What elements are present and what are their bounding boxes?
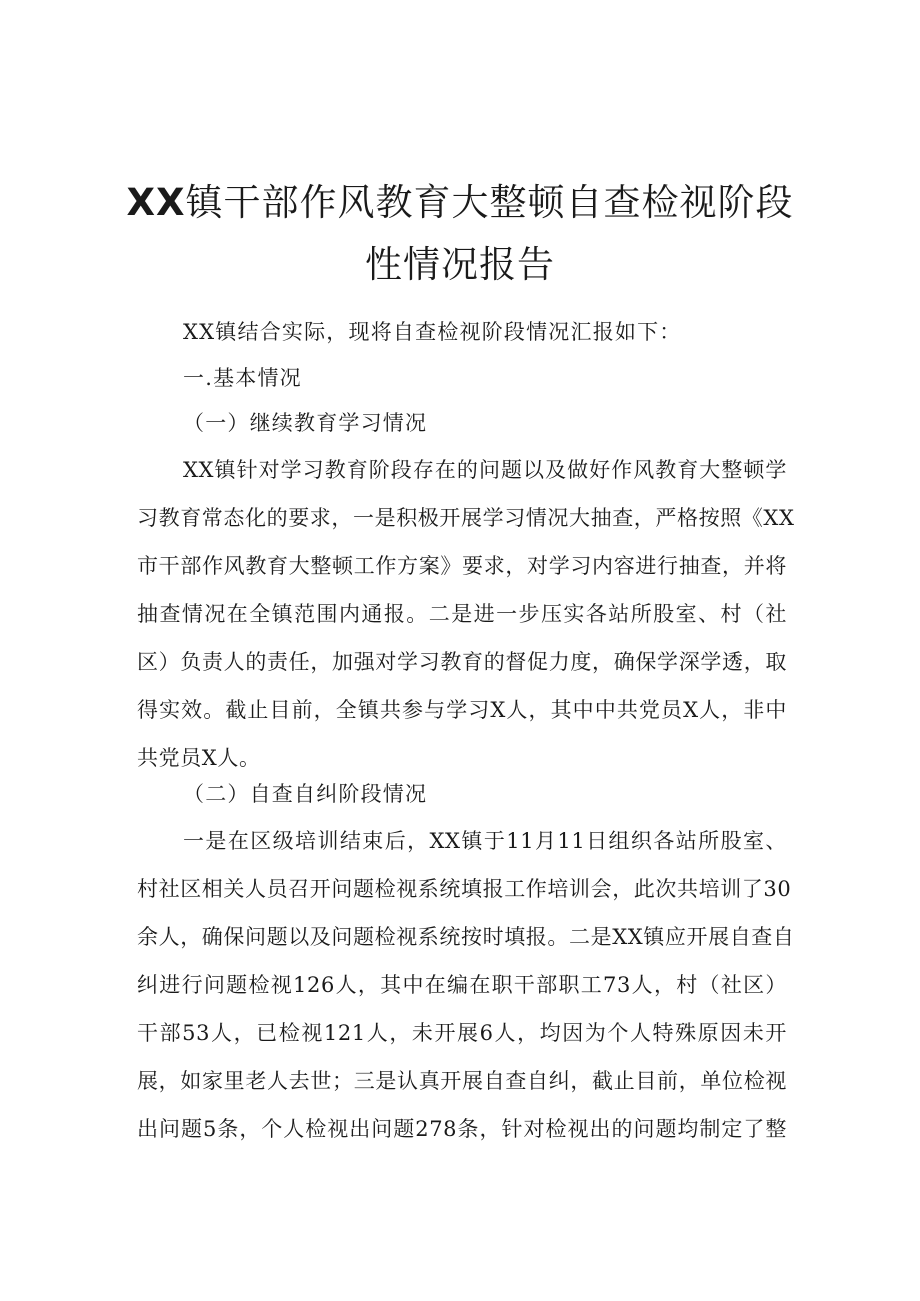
paragraph-self-check xyxy=(137,829,795,1167)
subsection-heading-learning: （一）继续教育学习情况 xyxy=(183,411,428,435)
document-title-line-2: 性情况报告 xyxy=(365,243,555,286)
paragraph-line: XX镇针对学习教育阶段存在的问题以及做好作风教育大整顿学 xyxy=(183,458,787,482)
section-heading-basic: 一.基本情况 xyxy=(183,366,302,390)
title-prefix: XX xyxy=(126,181,186,224)
subsection-heading-self-check: （二）自查自纠阶段情况 xyxy=(183,782,428,806)
paragraph-line: 抽查情况在全镇范围内通报。二是进一步压实各站所股室、村（社 xyxy=(137,602,787,626)
paragraph-line: 余人，确保问题以及问题检视系统按时填报。二是XX镇应开展自查自 xyxy=(137,925,795,949)
paragraph-line: 习教育常态化的要求，一是积极开展学习情况大抽查，严格按照《XX xyxy=(137,506,795,530)
paragraph-line: 共党员X人。 xyxy=(137,746,261,770)
paragraph-line: 干部53人，已检视121人，未开展6人，均因为个人特殊原因未开 xyxy=(137,1021,787,1045)
intro-paragraph: XX镇结合实际，现将自查检视阶段情况汇报如下： xyxy=(183,320,682,344)
paragraph-learning xyxy=(137,458,795,796)
paragraph-line: 村社区相关人员召开问题检视系统填报工作培训会，此次共培训了30 xyxy=(137,877,792,901)
paragraph-line: 纠进行问题检视126人，其中在编在职干部职工73人，村（社区） xyxy=(137,973,787,997)
paragraph-line: 一是在区级培训结束后，XX镇于11月11日组织各站所股室、 xyxy=(183,829,787,853)
paragraph-line: 得实效。截止目前，全镇共参与学习X人，其中中共党员X人，非中 xyxy=(137,698,787,722)
title-rest: 镇干部作风教育大整顿自查检视阶段 xyxy=(185,181,794,224)
document-title-line-1 xyxy=(120,181,800,224)
paragraph-line: 出问题5条，个人检视出问题278条，针对检视出的问题均制定了整 xyxy=(137,1117,787,1141)
paragraph-line: 区）负责人的责任，加强对学习教育的督促力度，确保学深学透，取 xyxy=(137,650,787,674)
paragraph-line: 展，如家里老人去世；三是认真开展自查自纠，截止目前，单位检视 xyxy=(137,1069,787,1093)
paragraph-line: 市干部作风教育大整顿工作方案》要求，对学习内容进行抽查，并将 xyxy=(137,554,787,578)
